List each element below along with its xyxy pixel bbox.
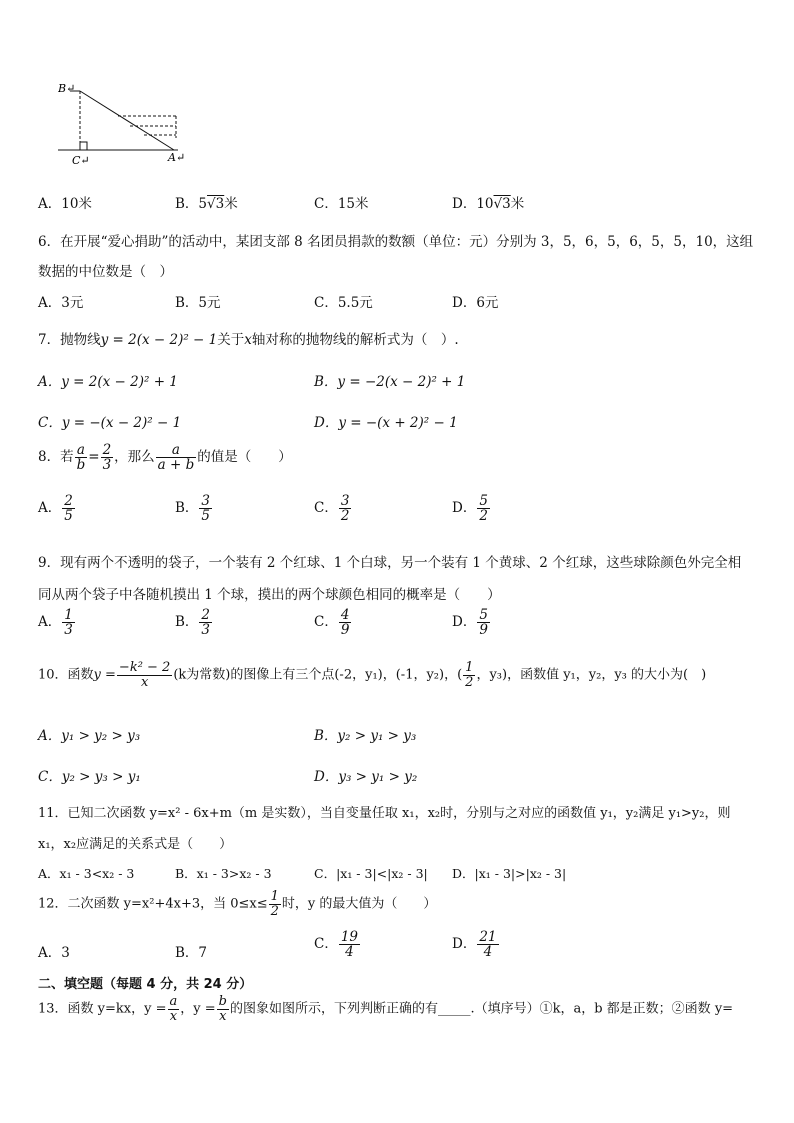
q9-option-d: D． $\frac{5}{9}$ bbox=[452, 607, 488, 639]
q8-option-d: D． $\frac{5}{2}$ bbox=[452, 493, 488, 525]
q8-stem: 8．若 $\frac{a}{b}$ = $\frac{2}{3}$ ，那么 $\frac{a}{a + b}$ 的值是（ ） bbox=[38, 442, 292, 474]
label-c: C↵ bbox=[72, 154, 90, 167]
q11-line2: x₁，x₂应满足的关系式是（ ） bbox=[38, 837, 233, 852]
q8-option-b: B． $\frac{3}{5}$ bbox=[175, 493, 211, 525]
q8-option-a: A． $\frac{2}{5}$ bbox=[38, 493, 73, 525]
section-title-fill-in: 二、填空题（每题 4 分，共 24 分） bbox=[38, 977, 253, 992]
q5-option-b: B．5√3米 bbox=[175, 196, 238, 212]
right-angle-mark bbox=[80, 142, 87, 150]
q11-option-a: A．x₁ - 3<x₂ - 3 bbox=[38, 866, 135, 881]
q7-option-b: B．y = −2(x − 2)² + 1 bbox=[314, 374, 466, 390]
q12-option-a: A．3 bbox=[38, 945, 70, 961]
q5-option-a: A．10米 bbox=[38, 196, 92, 212]
q10-option-c: C．y₂ > y₃ > y₁ bbox=[38, 769, 141, 785]
q12-option-b: B．7 bbox=[175, 945, 208, 961]
q5-option-d: D．10√3米 bbox=[452, 196, 525, 212]
q6-line1: 6．在开展“爱心捐助”的活动中，某团支部 8 名团员捐款的数额（单位：元）分别为 3，5，6，5，6，5，5，10，这组 bbox=[38, 234, 754, 250]
q9-line2: 同从两个袋子中各随机摸出 1 个球，摸出的两个球颜色相同的概率是（ ） bbox=[38, 587, 501, 603]
q10-option-b: B．y₂ > y₁ > y₃ bbox=[314, 728, 417, 744]
q6-option-a: A．3元 bbox=[38, 295, 84, 311]
q8-option-c: C． $\frac{3}{2}$ bbox=[314, 493, 350, 525]
q9-option-b: B． $\frac{2}{3}$ bbox=[175, 607, 211, 639]
label-a: A↵ bbox=[168, 151, 186, 164]
q7-option-c: C．y = −(x − 2)² − 1 bbox=[38, 415, 182, 431]
q10-option-a: A．y₁ > y₂ > y₃ bbox=[38, 728, 141, 744]
q7-option-a: A．y = 2(x − 2)² + 1 bbox=[38, 374, 178, 390]
q7-option-d: D．y = −(x + 2)² − 1 bbox=[314, 415, 458, 431]
q10-stem: 10．函数y = $\frac{\text{−k² − 2}}{x}$ (k为常数)的图像上有三个点(-2，y₁)，(-1，y₂)，( $\frac{1}{2}$ ，y₃)，函数值 y₁，y₂，y₃ 的大小为( ) bbox=[38, 660, 707, 690]
q6-option-d: D．6元 bbox=[452, 295, 499, 311]
q11-option-d: D．|x₁ - 3|>|x₂ - 3| bbox=[452, 866, 567, 881]
q10-option-d: D．y₃ > y₁ > y₂ bbox=[314, 769, 418, 785]
geometry-figure bbox=[58, 80, 198, 170]
q9-line1: 9．现有两个不透明的袋子，一个装有 2 个红球、1 个白球，另一个装有 1 个黄球、2 个红球，这些球除颜色外完全相 bbox=[38, 555, 742, 571]
q13-stem: 13．函数 y=kx，y = $\frac{a}{x}$ ，y = $\frac{b}{x}$ 的图象如图所示，下列判断正确的有_____.（填序号）①k，a，b 都是正数；②函数 y= bbox=[38, 994, 734, 1024]
q9-option-a: A． $\frac{1}{3}$ bbox=[38, 607, 73, 639]
q6-option-b: B．5元 bbox=[175, 295, 221, 311]
q6-option-c: C．5.5元 bbox=[314, 295, 373, 311]
q5-option-c: C．15米 bbox=[314, 196, 369, 212]
hypotenuse-ab bbox=[80, 91, 174, 150]
label-b: B↵ bbox=[58, 82, 76, 95]
q12-stem: 12．二次函数 y=x²+4x+3，当 0≤x≤ $\frac{1}{2}$ 时，y 的最大值为（ ） bbox=[38, 889, 437, 919]
q12-option-c: C． $\frac{19}{4}$ bbox=[314, 929, 359, 961]
q11-option-b: B．x₁ - 3>x₂ - 3 bbox=[175, 866, 272, 881]
q7-stem: 7．抛物线y = 2(x − 2)² − 1关于x轴对称的抛物线的解析式为（ ）. bbox=[38, 332, 459, 348]
q11-line1: 11．已知二次函数 y=x² - 6x+m（m 是实数），当自变量任取 x₁，x₂时，分别与之对应的函数值 y₁，y₂满足 y₁>y₂，则 bbox=[38, 806, 731, 821]
q6-line2: 数据的中位数是（ ） bbox=[38, 264, 173, 280]
q9-option-c: C． $\frac{4}{9}$ bbox=[314, 607, 350, 639]
q11-option-c: C．|x₁ - 3|<|x₂ - 3| bbox=[314, 866, 428, 881]
q12-option-d: D． $\frac{21}{4}$ bbox=[452, 929, 497, 961]
